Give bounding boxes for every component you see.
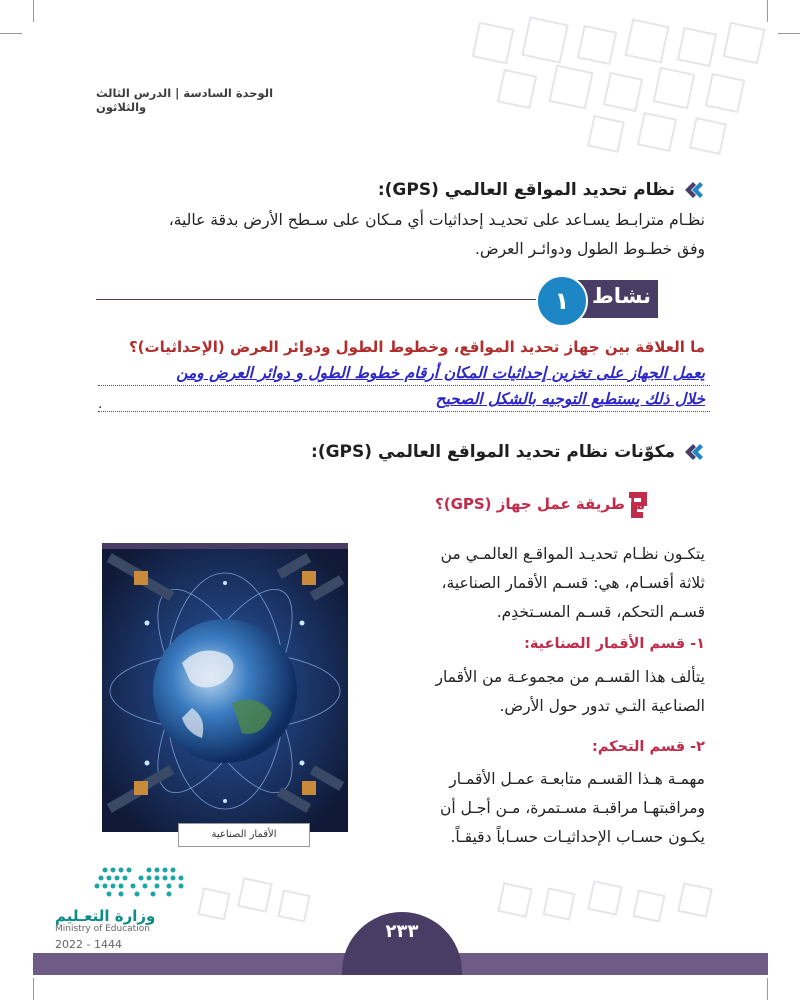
- handwritten-answer-line-1: يعمل الجهاز على تخزين إحداثيات المكان أرقام خطوط الطول و دوائر العرض ومن: [176, 364, 705, 382]
- crop-mark: [778, 33, 800, 34]
- double-chevron-icon: [683, 442, 705, 462]
- intro-line-1: يتكـون نظـام تحديـد المواقـع العالمـي من: [440, 545, 705, 563]
- activity-divider: [96, 299, 540, 300]
- gps-definition-line-1: نظـام مترابـط يسـاعد على تحديـد إحداثيات أي مـكان على سـطح الأرض بدقة عالية،: [168, 211, 705, 229]
- crop-mark: [33, 978, 34, 1000]
- crop-mark: [767, 978, 768, 1000]
- satellite-segment-line-2: الصناعية التـي تدور حول الأرض.: [499, 697, 705, 715]
- image-caption: الأقمار الصناعية: [178, 823, 310, 847]
- activity-number-badge: ١: [536, 275, 588, 327]
- page-number: ٢٣٣: [385, 921, 419, 942]
- satellite-segment-heading: ١- قسم الأقمار الصناعية:: [524, 636, 705, 652]
- intro-line-2: ثلاثة أقسـام، هي: قسـم الأقمار الصناعية،: [441, 574, 705, 592]
- ministry-name-arabic: وزارة التعـليم: [55, 907, 156, 925]
- control-segment-line-2: ومراقبتهـا مراقبـة مسـتمرة، مـن أجـل أن: [439, 799, 705, 817]
- components-section-title: مكوّنات نظام تحديد المواقع العالمي (GPS):: [311, 442, 675, 462]
- gps-section-heading: [378, 180, 705, 200]
- activity-label: نشاط: [592, 284, 651, 308]
- image-top-bar: [102, 543, 348, 549]
- answer-dotted-line-2: [98, 411, 710, 412]
- activity-question: ما العلاقة بين جهاز تحديد المواقع، وخطوط الطول ودوائر العرض (الإحداثيات)؟: [128, 338, 705, 356]
- how-question-heading: ما طريقة عمل جهاز (GPS)؟: [435, 495, 645, 513]
- crop-mark: [767, 0, 768, 22]
- components-section-heading: [311, 442, 705, 462]
- ministry-logo-icon: [75, 862, 195, 902]
- satellite-segment-line-1: يتألف هذا القسـم من مجموعـة من الأقمار: [435, 668, 705, 686]
- gps-section-title: نظام تحديد المواقع العالمي (GPS):: [377, 180, 675, 200]
- control-segment-line-1: مهمـة هـذا القسـم متابعـة عمـل الأقمـار: [449, 770, 705, 788]
- intro-line-3: قسـم التحكم، قسـم المسـتخدِم.: [496, 603, 705, 621]
- crop-mark: [33, 0, 34, 22]
- handwritten-answer-line-2: خلال ذلك يستطيع التوجيه بالشكل الصحيح: [435, 390, 705, 408]
- gps-definition-line-2: وفق خطـوط الطول ودوائـر العرض.: [474, 240, 705, 258]
- crop-mark: [0, 33, 22, 34]
- satellites-illustration: [102, 543, 348, 832]
- edition-year: 2022 - 1444: [55, 938, 122, 951]
- running-header: الوحدة السادسة | الدرس الثالث والثلاثون: [96, 86, 274, 114]
- control-segment-heading: ٢- قسم التحكم:: [592, 739, 705, 755]
- control-segment-line-3: يكـون حسـاب الإحداثيـات حسـاباً دقيقـاً.: [450, 828, 705, 846]
- ministry-name-english: Ministry of Education: [55, 924, 150, 934]
- double-chevron-icon: [683, 180, 705, 200]
- answer-dotted-line-1: [98, 385, 710, 386]
- answer-end-dot: .: [98, 396, 103, 412]
